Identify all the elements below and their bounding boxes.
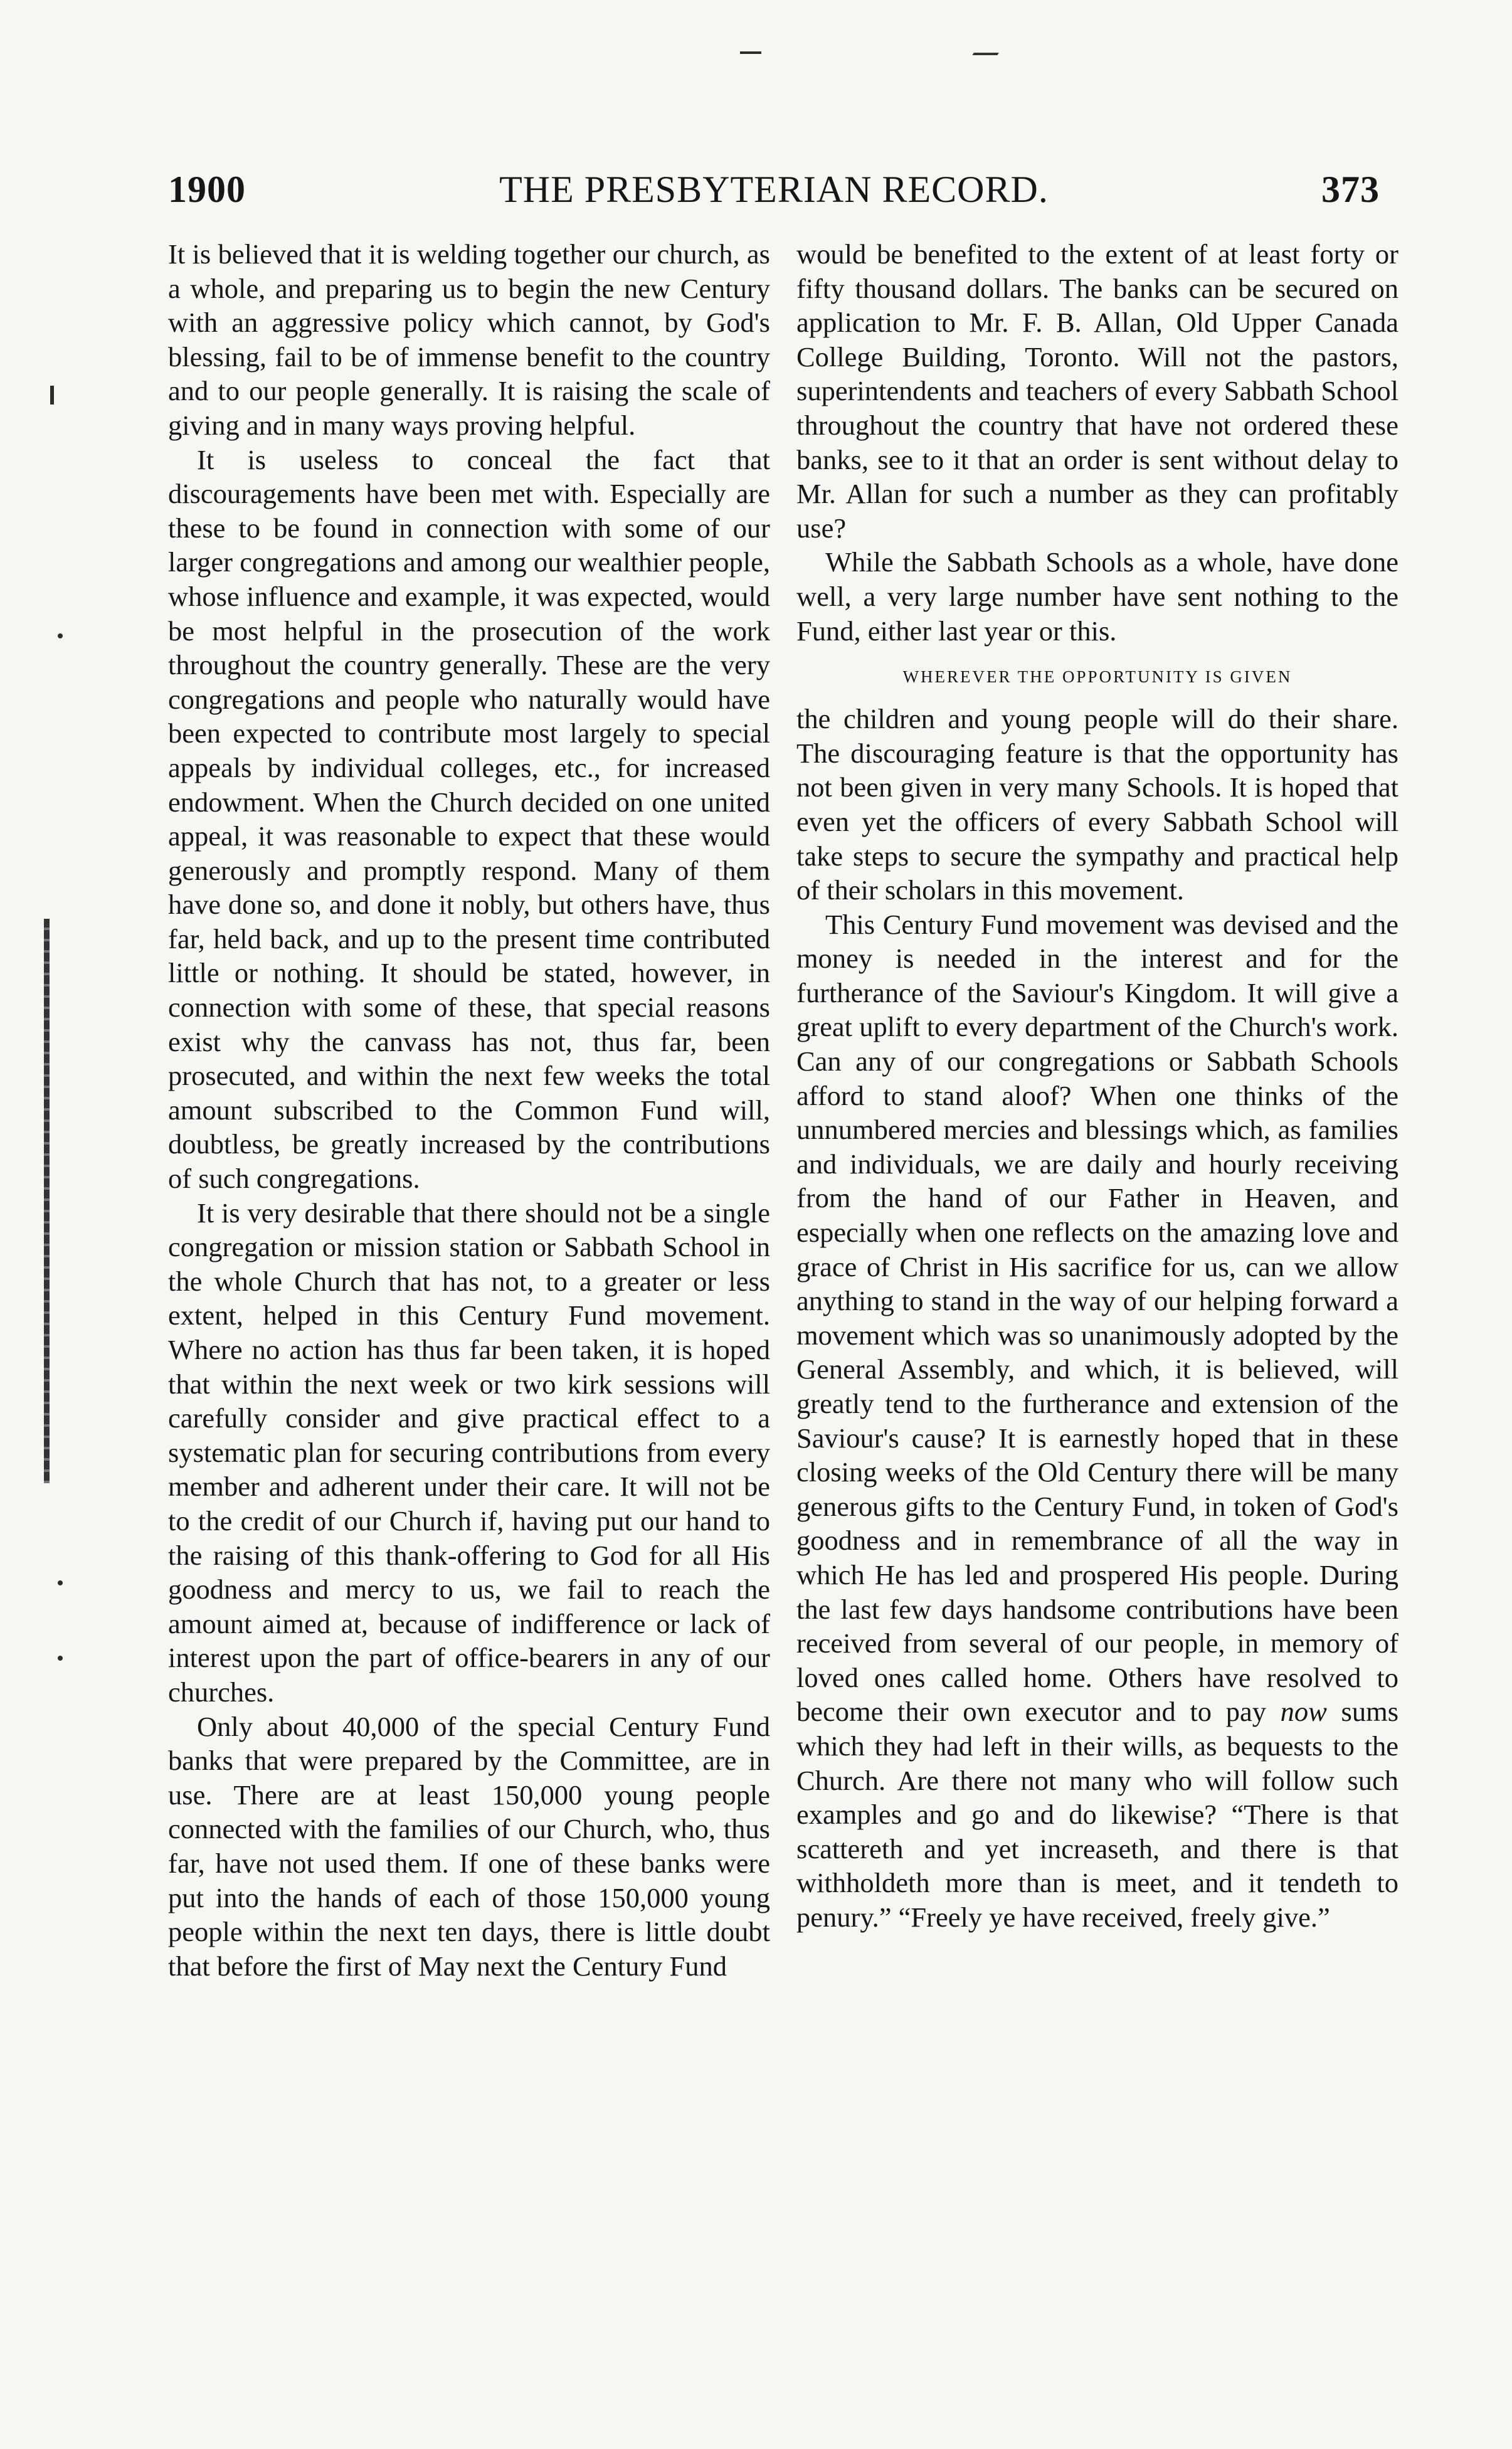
paragraph: While the Sabbath Schools as a whole, have done well, a very large number have sent nothing to the Fund, either last year or this. bbox=[796, 546, 1398, 647]
header-year: 1900 bbox=[168, 169, 246, 210]
paragraph: would be benefited to the extent of at least forty or fifty thousand dollars. The banks can be secured on application to Mr. F. B. Allan, Old Upper Canada College Building, Toronto. Will not the pastors, superintendents and teachers of every Sabbath School throughout the country that have not ordered these banks, see to it that an order is sent without delay to Mr. Allan for such a number as they can profitably use? bbox=[796, 238, 1398, 544]
left-column bbox=[168, 237, 770, 1983]
scan-mark bbox=[58, 633, 63, 638]
paragraph: It is very desirable that there should not be a single congregation or mission station or Sabbath School in the whole Church that has not, to a greater or less extent, helped in this Century Fund movement. Where no action has thus far been taken, it is hoped that within the next week or two kirk sessions will carefully consider and give practical effect to a systematic plan for securing contributions from every member and adherent under their care. It will not be to the credit of our Church if, having put our hand to the raising of this thank-offering to God for all His goodness and mercy to us, we fail to reach the amount aimed at, because of indifference or lack of interest upon the part of office-bearers in any of our churches. bbox=[168, 1197, 770, 1708]
paragraph: It is useless to conceal the fact that discouragements have been met with. Especially are these to be found in connection with some of our larger congregations and among our wealthier people, whose influence and example, it was expected, would be most helpful in the prosecution of the work throughout the country generally. These are the very congregations and people who naturally would have been expected to contribute most largely to special appeals by individual colleges, etc., for increased endowment. When the Church decided on one united appeal, it was reasonable to expect that these would generously and promptly respond. Many of them have done so, and done it nobly, but others have, thus far, held back, and up to the present time contributed little or nothing. It should be stated, however, in connection with some of these, that special reasons exist why the canvass has not, thus far, been prosecuted, and within the next few weeks the total amount subscribed to the Common Fund will, doubtless, be greatly increased by the contributions of such congregations. bbox=[168, 443, 770, 1195]
paragraph-text: sums which they had left in their wills, as bequests to the Church. Are there not many who will follow such examples and go and do likewise? “There is that scattereth and yet increaseth, and there is that withholdeth more than is meet, and it tendeth to penury.” “Freely ye have received, freely give.” bbox=[796, 1696, 1399, 1933]
page-number: 373 bbox=[1321, 169, 1380, 210]
paragraph: Only about 40,000 of the special Century Fund banks that were prepared by the Committee, are in use. There are at least 150,000 young people connected with the families of our Church, who, thus far, have not used them. If one of these banks were put into the hands of each of those 150,000 young people within the next ten days, there is little doubt that before the first of May next the Century Fund bbox=[168, 1710, 770, 1982]
emphasized-word: now bbox=[1280, 1696, 1327, 1728]
scan-margin-bar bbox=[44, 919, 50, 1483]
right-column bbox=[796, 237, 1398, 1935]
scan-mark bbox=[740, 51, 761, 54]
scan-mark bbox=[58, 1580, 63, 1585]
publication-title: THE PRESBYTERIAN RECORD. bbox=[499, 169, 1049, 210]
paragraph bbox=[796, 907, 1398, 1935]
scan-mark bbox=[972, 39, 1007, 55]
page-header bbox=[168, 168, 1380, 218]
scan-mark bbox=[50, 386, 54, 405]
section-subheading: WHEREVER THE OPPORTUNITY IS GIVEN bbox=[902, 667, 1293, 687]
paragraph: It is believed that it is welding together our church, as a whole, and preparing us to begin the new Century with an aggressive policy which cannot, by God's blessing, fail to be of immense benefit to the country and to our people generally. It is raising the scale of giving and in many ways proving helpful. bbox=[168, 238, 770, 441]
scan-mark bbox=[58, 1656, 63, 1661]
paragraph: the children and young people will do their share. The discouraging feature is that the opportunity has not been given in very many Schools. It is hoped that even yet the officers of every Sabbath School will take steps to secure the sympathy and practical help of their scholars in this movement. bbox=[796, 703, 1398, 906]
paragraph-text: This Century Fund movement was devised and the money is needed in the interest and for the furtherance of the Saviour's Kingdom. It will give a great uplift to every department of the Church's work. Can any of our congregations or Sabbath Schools afford to stand aloof? When one thinks of the unnumbered mercies and blessings which, as families and individuals, we are daily and hourly receiving from the hand of our Father in Heaven, and especially when one reflects on the amazing love and grace of Christ in His sacrifice for us, can we allow anything to stand in the way of our helping forward a movement which was so unanimously adopted by the General Assembly, and which, it is believed, will greatly tend to the furtherance and extension of the Saviour's cause? It is earnestly hoped that in these closing weeks of the Old Century there will be many generous gifts to the Century Fund, in token of God's goodness and in remembrance of all the way in which He has led and prospered His people. During the last few days handsome contributions have been received from several of our people, in memory of loved ones called home. Others have resolved to become their own executor and to pay bbox=[796, 908, 1398, 1728]
